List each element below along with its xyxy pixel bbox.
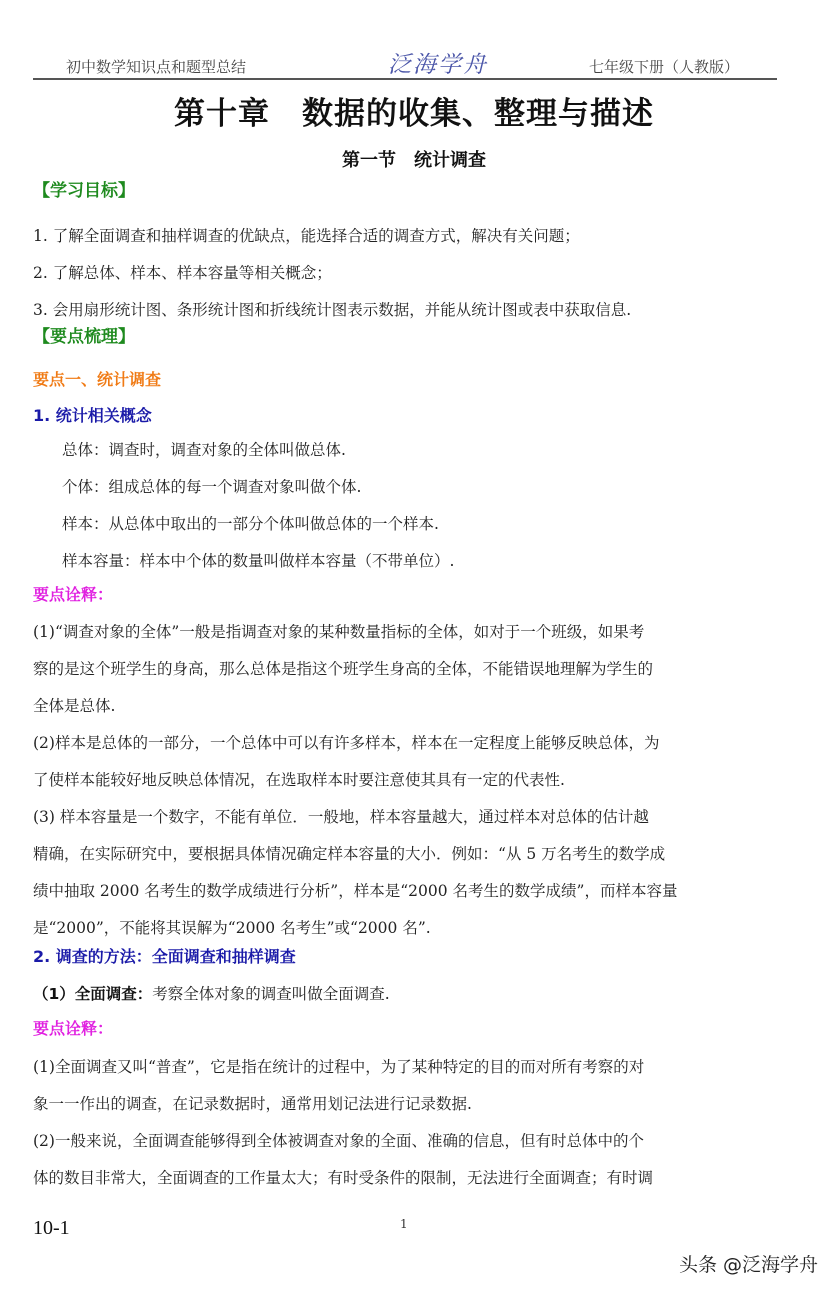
sub2-title: 2. 调查的方法：全面调查和抽样调查 [33,947,296,966]
page-code: 10-1 [33,1217,70,1239]
definition-item: 样本容量：样本中个体的数量叫做样本容量（不带单位）. [62,552,455,570]
objective-item: 1. 了解全面调查和抽样调查的优缺点，能选择合适的调查方式，解决有关问题； [33,227,580,245]
note2-line: (2)一般来说，全面调查能够得到全体被调查对象的全面、准确的信息，但有时总体中的个 [33,1132,644,1150]
note1-line: 全体是总体. [33,697,116,715]
note1-line: 了使样本能较好地反映总体情况，在选取样本时要注意使其具有一定的代表性. [33,771,565,789]
page-number: 1 [400,1217,408,1231]
census-definition [33,983,390,1005]
sub1-title: 1. 统计相关概念 [33,406,152,425]
note1-line: (3) 样本容量是一个数字，不能有单位．一般地，样本容量越大，通过样本对总体的估计越 [33,808,649,826]
objectives-heading: 【学习目标】 [33,181,135,201]
census-text: 考察全体对象的调查叫做全面调查. [152,985,390,1003]
page-header [33,44,777,80]
note2-line: 体的数目非常大，全面调查的工作量太大；有时受条件的限制，无法进行全面调查；有时调 [33,1169,654,1187]
note1-line: (1)“调查对象的全体”一般是指调查对象的某种数量指标的全体，如对于一个班级，如果考 [33,623,645,641]
section-title: 第一节 统计调查 [342,150,486,171]
objective-item: 3. 会用扇形统计图、条形统计图和折线统计图表示数据，并能从统计图或表中获取信息. [33,301,632,319]
note1-heading: 要点诠释： [33,585,114,604]
note1-line: 是“2000”，不能将其误解为“2000 名考生”或“2000 名”. [33,919,431,937]
definition-item: 个体：组成总体的每一个调查对象叫做个体. [62,478,362,496]
note1-line: 绩中抽取 2000 名考生的数学成绩进行分析”，样本是“2000 名考生的数学成绩”，而样本容量 [33,882,678,900]
point1-title: 要点一、统计调查 [33,370,162,389]
header-right-text: 七年级下册（人教版） [588,58,739,76]
definition-item: 总体：调查时，调查对象的全体叫做总体. [62,441,346,459]
note2-heading: 要点诠释： [33,1019,114,1038]
census-label: （1）全面调查： [33,985,153,1003]
chapter-title: 第十章 数据的收集、整理与描述 [174,96,654,132]
watermark: 头条 @泛海学舟 [678,1254,818,1276]
note1-line: 察的是这个班学生的身高，那么总体是指这个班学生身高的全体，不能错误地理解为学生的 [33,660,654,678]
definition-item: 样本：从总体中取出的一部分个体叫做总体的一个样本. [62,515,439,533]
key-points-heading: 【要点梳理】 [33,327,135,347]
note1-line: (2)样本是总体的一部分，一个总体中可以有许多样本，样本在一定程度上能够反映总体，为 [33,734,660,752]
objective-item: 2. 了解总体、样本、样本容量等相关概念； [33,264,332,282]
header-left-text: 初中数学知识点和题型总结 [66,58,247,76]
note2-line: 象一一作出的调查，在记录数据时，通常用划记法进行记录数据. [33,1095,472,1113]
note1-line: 精确，在实际研究中，要根据具体情况确定样本容量的大小．例如：“从 5 万名考生的数学成 [33,845,666,863]
header-brand-logo: 泛海学舟 [388,52,488,78]
note2-line: (1)全面调查又叫“普查”，它是指在统计的过程中，为了某种特定的目的而对所有考察的对 [33,1058,645,1076]
